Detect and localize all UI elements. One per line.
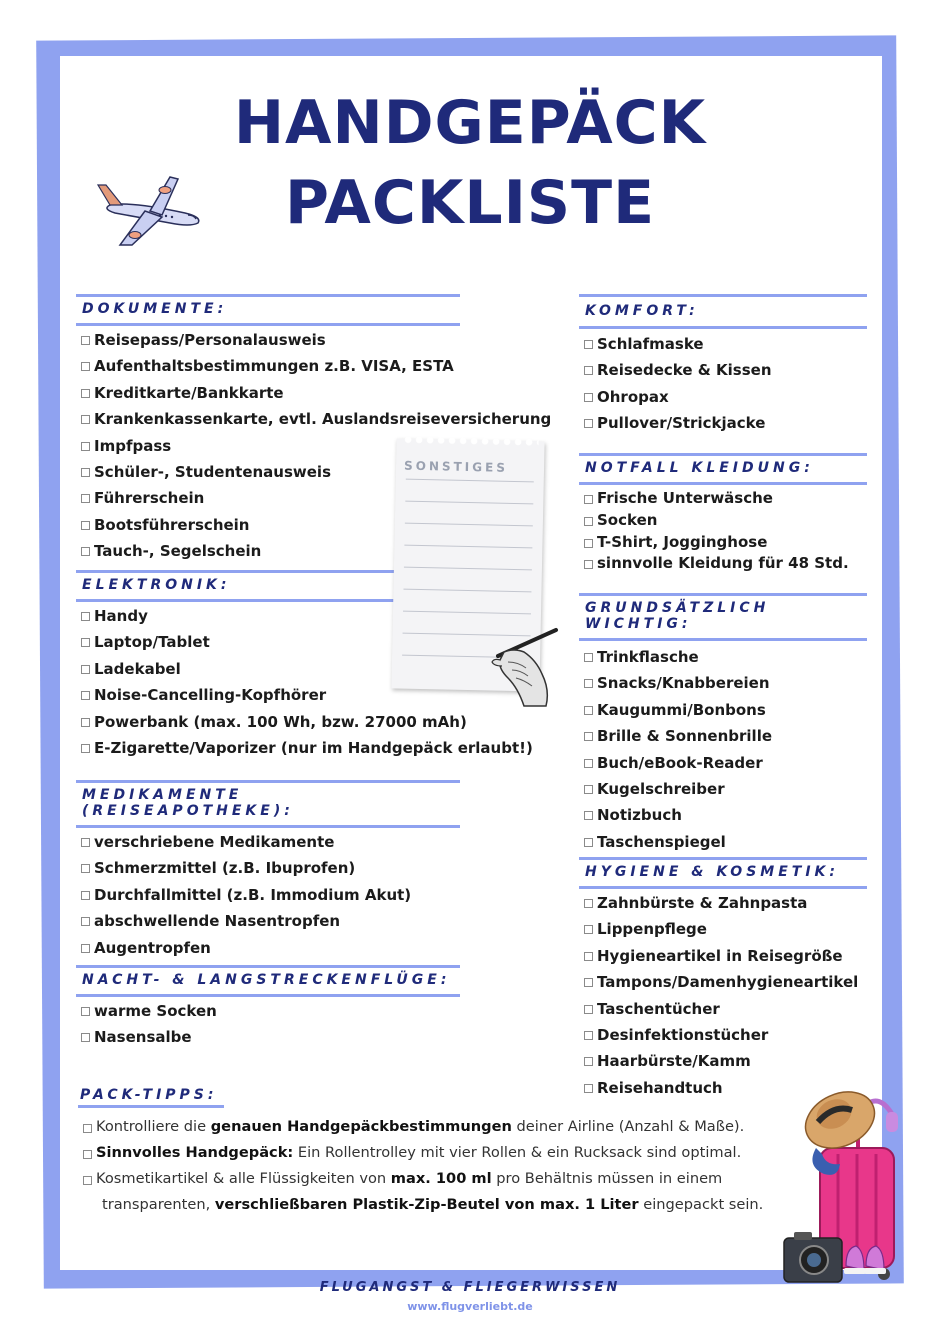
- footer-url[interactable]: www.flugverliebt.de: [407, 1300, 533, 1313]
- checklist-item[interactable]: Lippenpflege: [579, 918, 867, 944]
- checklist: [76, 605, 533, 763]
- tip-1: Kontrolliere die genauen Handgepäckbestimmungen deiner Airline (Anzahl & Maße).: [78, 1114, 838, 1140]
- checklist-item[interactable]: Socken: [579, 510, 867, 532]
- checklist-item[interactable]: Reisedecke & Kissen: [579, 359, 867, 385]
- tip-3: Kosmetikartikel & alle Flüssigkeiten von max. 100 ml pro Behältnis müssen in einem: [78, 1166, 838, 1192]
- section-heading: NACHT- & LANGSTRECKENFLÜGE:: [76, 965, 460, 997]
- checklist-item[interactable]: Kaugummi/Bonbons: [579, 699, 867, 725]
- checklist-item[interactable]: Notizbuch: [579, 804, 867, 830]
- section-heading: KOMFORT:: [579, 294, 867, 329]
- airplane-icon: [90, 165, 210, 255]
- checklist-item[interactable]: Impfpass: [76, 435, 460, 461]
- checklist-item[interactable]: Trinkflasche: [579, 646, 867, 672]
- checklist: [579, 333, 867, 439]
- hand-with-pen-icon: [484, 622, 564, 708]
- section-heading: MEDIKAMENTE (REISEAPOTHEKE):: [76, 780, 460, 828]
- section-elektronik: [76, 570, 533, 763]
- section-heading: NOTFALL KLEIDUNG:: [579, 453, 867, 485]
- notepad-heading: SONSTIGES: [403, 458, 509, 475]
- checklist: [76, 831, 460, 963]
- checklist-item[interactable]: Schlafmaske: [579, 333, 867, 359]
- checklist-item[interactable]: Buch/eBook-Reader: [579, 752, 867, 778]
- checklist-item[interactable]: Noise-Cancelling-Kopfhörer: [76, 684, 396, 710]
- checklist-item[interactable]: E-Zigarette/Vaporizer (nur im Handgepäck erlaubt!): [76, 737, 396, 763]
- checklist-item[interactable]: Haarbürste/Kamm: [579, 1050, 867, 1076]
- checklist-item[interactable]: Durchfallmittel (z.B. Immodium Akut): [76, 884, 460, 910]
- checklist-item[interactable]: Schüler-, Studentenausweis: [76, 461, 460, 487]
- checklist-item[interactable]: Ohropax: [579, 386, 867, 412]
- checklist-item[interactable]: warme Socken: [76, 1000, 460, 1026]
- checklist-item[interactable]: T-Shirt, Jogginghose: [579, 532, 867, 554]
- checklist-item[interactable]: Brille & Sonnenbrille: [579, 725, 867, 751]
- checklist-item[interactable]: sinnvolle Kleidung für 48 Std.: [579, 553, 867, 575]
- section-nacht: [76, 965, 460, 1053]
- section-hygiene-kosmetik: [579, 857, 867, 1103]
- checklist-item[interactable]: Frische Unterwäsche: [579, 488, 867, 510]
- checklist-item[interactable]: Nasensalbe: [76, 1026, 460, 1052]
- section-heading: DOKUMENTE:: [76, 294, 460, 326]
- checklist-item[interactable]: Ladekabel: [76, 658, 396, 684]
- section-komfort: [579, 294, 867, 439]
- checklist-item[interactable]: Laptop/Tablet: [76, 631, 396, 657]
- checklist-item[interactable]: Bootsführerschein: [76, 514, 460, 540]
- checklist-item[interactable]: Kugelschreiber: [579, 778, 867, 804]
- checklist-item[interactable]: Aufenthaltsbestimmungen z.B. VISA, ESTA: [76, 355, 460, 381]
- section-heading: GRUNDSÄTZLICH WICHTIG:: [579, 593, 867, 641]
- camera-icon: [784, 1232, 842, 1282]
- checklist-item[interactable]: Führerschein: [76, 487, 460, 513]
- checklist-item[interactable]: Tauch-, Segelschein: [76, 540, 460, 566]
- checklist: [76, 1000, 460, 1053]
- title-line-2: PACKLISTE: [0, 168, 940, 238]
- section-grundsaetzlich-wichtig: [579, 593, 867, 857]
- checklist-item[interactable]: Desinfektionstücher: [579, 1024, 867, 1050]
- tip-3-continued: transparenten, verschließbaren Plastik-Zip-Beutel von max. 1 Liter eingepackt sein.: [102, 1196, 764, 1213]
- checklist-item[interactable]: Zahnbürste & Zahnpasta: [579, 892, 867, 918]
- checklist-item[interactable]: Hygieneartikel in Reisegröße: [579, 945, 867, 971]
- checklist-item[interactable]: Powerbank (max. 100 Wh, bzw. 27000 mAh): [76, 711, 396, 737]
- checklist-item[interactable]: Augentropfen: [76, 937, 460, 963]
- checklist-item[interactable]: Taschentücher: [579, 998, 867, 1024]
- section-medikamente: [76, 780, 460, 963]
- tip-2: Sinnvolles Handgepäck: Ein Rollentrolley mit vier Rollen & ein Rucksack sind optimal.: [78, 1140, 838, 1166]
- checklist-item[interactable]: Tampons/Damenhygieneartikel: [579, 971, 867, 997]
- checklist-item[interactable]: Reisehandtuch: [579, 1077, 867, 1103]
- checklist-item[interactable]: Snacks/Knabbereien: [579, 672, 867, 698]
- checklist: [579, 488, 867, 575]
- notepad-spiral-holes: [403, 435, 539, 448]
- footer-brand: FLUGANGST & FLIEGERWISSEN: [319, 1280, 621, 1295]
- checklist-item[interactable]: Kreditkarte/Bankkarte: [76, 382, 460, 408]
- checklist-item[interactable]: Taschenspiegel: [579, 831, 867, 857]
- checklist-item[interactable]: Krankenkassenkarte, evtl. Auslandsreiseversicherung: [76, 408, 460, 434]
- section-notfall-kleidung: [579, 453, 867, 575]
- section-heading: ELEKTRONIK:: [76, 570, 396, 602]
- title-line-1: HANDGEPÄCK: [0, 88, 940, 158]
- tips-heading: PACK-TIPPS:: [78, 1087, 224, 1108]
- checklist-item[interactable]: Handy: [76, 605, 396, 631]
- checklist-item[interactable]: Schmerzmittel (z.B. Ibuprofen): [76, 857, 460, 883]
- travel-gear-illustration: [780, 1070, 900, 1290]
- pack-tipps: [78, 1084, 838, 1218]
- checklist-item[interactable]: Pullover/Strickjacke: [579, 412, 867, 438]
- checklist-item[interactable]: verschriebene Medikamente: [76, 831, 460, 857]
- checklist-item[interactable]: Reisepass/Personalausweis: [76, 329, 460, 355]
- checklist: [579, 646, 867, 857]
- checklist-item[interactable]: abschwellende Nasentropfen: [76, 910, 460, 936]
- section-heading: HYGIENE & KOSMETIK:: [579, 857, 867, 889]
